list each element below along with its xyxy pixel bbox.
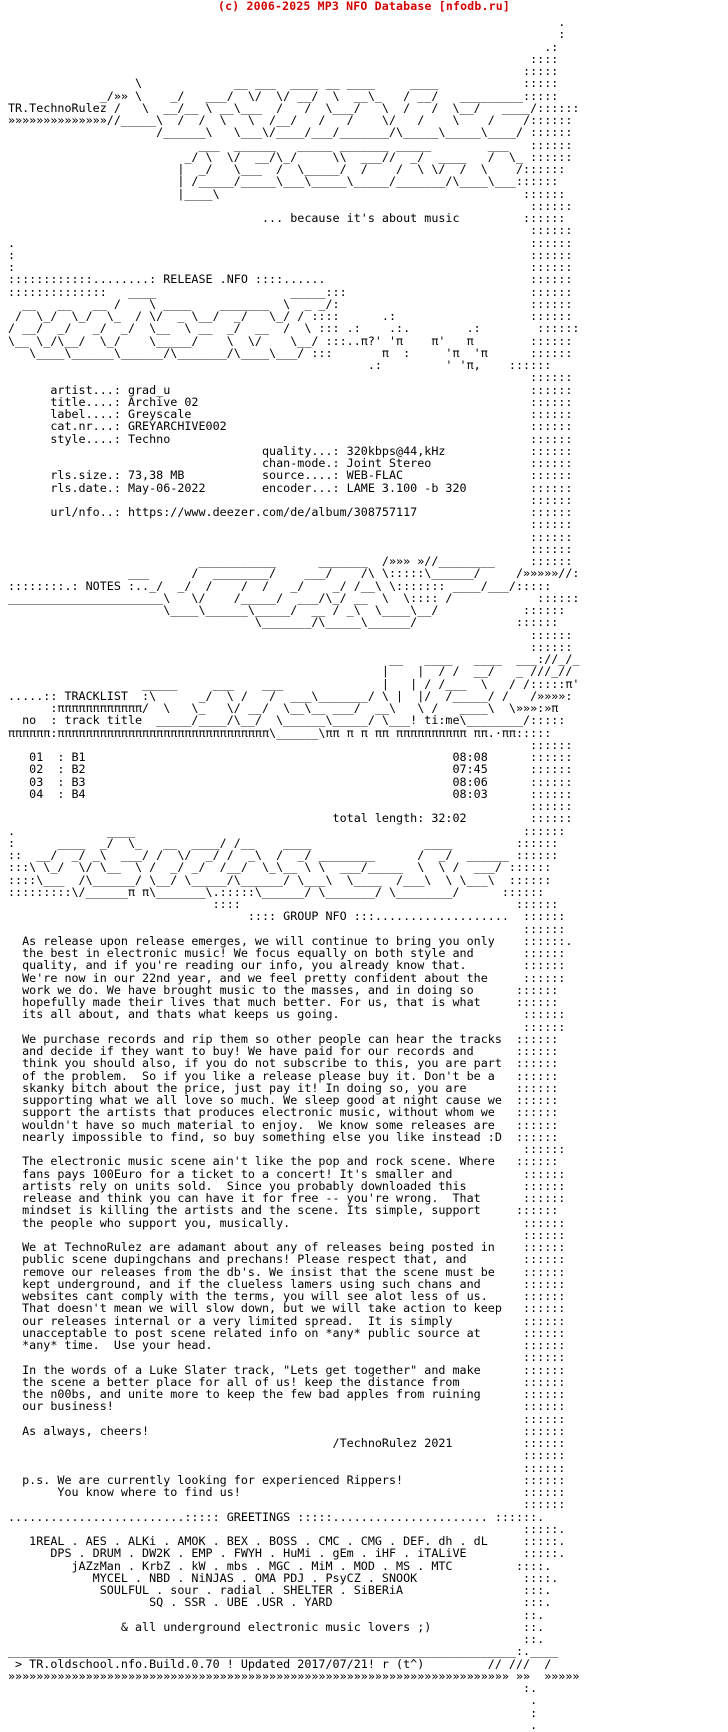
nfo-ascii-text: . : .: :::: ::::: \ __ ___ ____ __ ____ ____ ::::: _/»» \ _/ ___/ \/ \/ __/ \ __\_ / __/ _________::::: TR.TechnoRulez / \ __/__ \ __\___ / / \___/ \ / / \__/ ____/:::::: »»»»»»»»»»»»»»//_____\ / / \ \ /__/ / / \/ / \ / /:::::: /______\ \___\/____/___/_______/\_____\_____\____/ :::::: ___ ______ _____ _______ _____ ___ :::::: _/ \ \/ __/\_/ \\ ___// _/ ____ / \_ :::::: | _/ \___ / \_____/ / / \ \/ / \ /:::::: | /_____/_____\___\_____\_____/_______/\____\___:::::: |____\ :::::: :::::: ... because it's about music :::::: :::::: . :::::: : :::::: : :::::: ::::::::::::........: RELEASE .NFO ::::...... :::::: :::::::::::::: ____ _____::: :::::: __ __ __ / \ ____ _______ \ _ _/: :::::: / \_/ \_/ \_ / \/ _ \__/ _/ \_/ / :::: .: :::::: / __/ _/ _/ _/ \__ \ __ _/ __ / \ ::: .: .:. .: :::::: \__ \_/\__/ \_/ \_____/ \ \/ \__/ :::..π?' 'π π' π :::::: \____\______\______/\_______/\____\___/ ::: π : 'π 'π :::::: .: ' 'π, :::::: :::::: artist...: grad_u :::::: title....: Archive 02 :::::: label....: Greyscale :::::: cat.nr...: GREYARCHIVE002 :::::: style....: Techno :::::: quality...: 320kbps@44,kHz :::::: chan-mode.: Joint Stereo :::::: rls.size.: 73,38 MB source....: WEB-FLAC :::::: rls.date.: May-06-2022 encoder...: LAME 3.100 -b 320 :::::: :::::: url/nfo..: https://www.deezer.com/de/album/308757117 :::::: :::::: :::::: :::::: ___________ _______ /»»» »//________ :::::: ___ / ________/ ___/ /\ \:::::\______/ /»»»»»//: ::::::::.: NOTES :.._/ _/ / / / _/ _/ /__\ \::::::: ____/___/::::: ______________________\ \/ /_____/ ___/\_/ __ \ \:::: / :::::: \____\______\_____/ __ / _\ \____\__/ :::::: \_______/\_____\______/ :::::: :::::: :::::: __ ____ ____ ___://_/_ | | / / __/ _ ///_// _____ ___ ___ | | / /___ \ / /:::::π' .....:: TRACKLIST :\ _/ \ / / ___\_______/ \ | |/ /_____/ / /»»»»: :ππππππππππππ/ \ \_ \/ __/ \__\__ ___/ __\ \ / ____\ \»»»:»π no : track title _____/____/\__/ \______\_____/ \___! ti:me\________/::::: ππππππ:ππππππππππππππππππππππππππππππ\______\ππ π π ππ ππππππππππ ππ.·ππ::::: :::::: 01 : B1 08:08 :::::: 02 : B2 07:45 :::::: 03 : B3 08:06 :::::: 04 : B4 08:03 :::::: :::::: total length: 32:02 :::::: . ____ :::::: : ____ _/ \_ __ ____/ /__ ____ ____ :::::: :: __/ _/ _\ ___/ / \/ _/ / _\ / _/ ________ / _/ ______ :::::: :::\ \_/ \/ \__ \ / _/ _/ /__/ \_\__ \ \ ___/_____ \ \ / ___/ :::::: ::::\___ /\______/ \__/ \_____/\______/ \___\ \____ /___\ \ \___\ :::::: :::::::::\/______π π\_______\.:::::\______/ \_______/ \________/ :::::: :::: :::::: :::: GROUP NFO :::................... :::::: :::::: As release upon release emerges, we will continue to bring you only ::::::. the best in electronic music! We focus equally on both style and :::::: quality, and if you're reading our info, you already know that. :::::: We're now in our 22nd year, and we feel pretty confident about the :::::: work we do. We have brought music to the masses, and in doing so :::::: hopefully made their lives that much better. For us, that is what :::::: its all about, and thats what keeps us going. :::::: :::::: We purchase records and rip them so other people can hear the tracks :::::: and decide if they want to buy! We have paid for our records and :::::: think you should also, if you do not subscribe to this, you are part :::::: of the problem. So if you like a release please buy it. Don't be a :::::: skanky bitch about the price, just pay it! In doing so, you are :::::: supporting what we all love so much. We sleep good at night cause we :::::: support the artists that produces electronic music, without whom we :::::: wouldn't have so much material to enjoy. We know some releases are :::::: nearly impossible to find, so buy something else you like instead :D :::::: :::::: The electronic music scene ain't like the pop and rock scene. Where :::::: fans pays 100Euro for a ticket to a concert! It's smaller and :::::: artists rely on units sold. Since you probably downloaded this :::::: release and think you can have it for free -- you're wrong. That :::::: mindset is killing the artists and the scene. Its simple, support :::::: the people who support you, musically. :::::: :::::: We at TechnoRulez are adamant about any of releases being posted in :::::: public scene dupingchans and prechans! Please respect that, and :::::: remove our releases from the db's. We insist that the scene must be :::::: kept underground, and if the clueless lamers using such chans and :::::: websites cant comply with the terms, you will see alot less of us. :::::: That doesn't mean we will slow down, but we will take action to keep :::::: our releases internal or a very limited spread. It is simply :::::: unacceptable to post scene related info on *any* public source at :::::: *any* time. Use your head. :::::: :::::: In the words of a Luke Slater track, "Lets get together" and make :::::: the scene a better place for all of us! keep the distance from :::::: the n00bs, and unite more to keep the few bad apples from ruining :::::: our business! :::::: :::::: As always, cheers! :::::: /TechnoRulez 2021 :::::: :::::: :::::: p.s. We are currently looking for experienced Rippers! :::::: You know where to find us! :::::: :::::: .........................::::: GREETINGS :::::...................... ::::::. :::::. 1REAL . AES . ALKi . AMOK . BEX . BOSS . CMC . CMG . DEF. dh . dL :::::. DPS . DRUM . DW2K . EMP . FWYH . HuMi . gEm . iHF . iTALiVE :::::. jAZzMan . KrbZ . kW . mbs . MGC . MiM . MOD . MS . MTC ::::. MYCEL . NBD . NiNJAS . OMA PDJ . PsyCZ . SNOOK ::::. SOULFUL . sour . radial . SHELTER . SiBERiA :::. SQ . SSR . UBE .USR . YARD :::. ::. & all underground electronic music lovers ;) ::. ::. ________________________________________________________________________:.____ > TR.oldschool.nfo.Build.0.70 ! Updated 2017/07/21! r (t^) // /// / »»»»»»»»»»»»»»»»»»»»»»»»»»»»»»»»»»»»»»»»»»»»»»»»»»»»»»»»»»»»»»»»»»»»»»» »» »»»»» :. . : . — [8, 15, 580, 1732]
nfodb-credit-header: (c) 2006-2025 MP3 NFO Database [nfodb.ru] — [217, 0, 511, 13]
